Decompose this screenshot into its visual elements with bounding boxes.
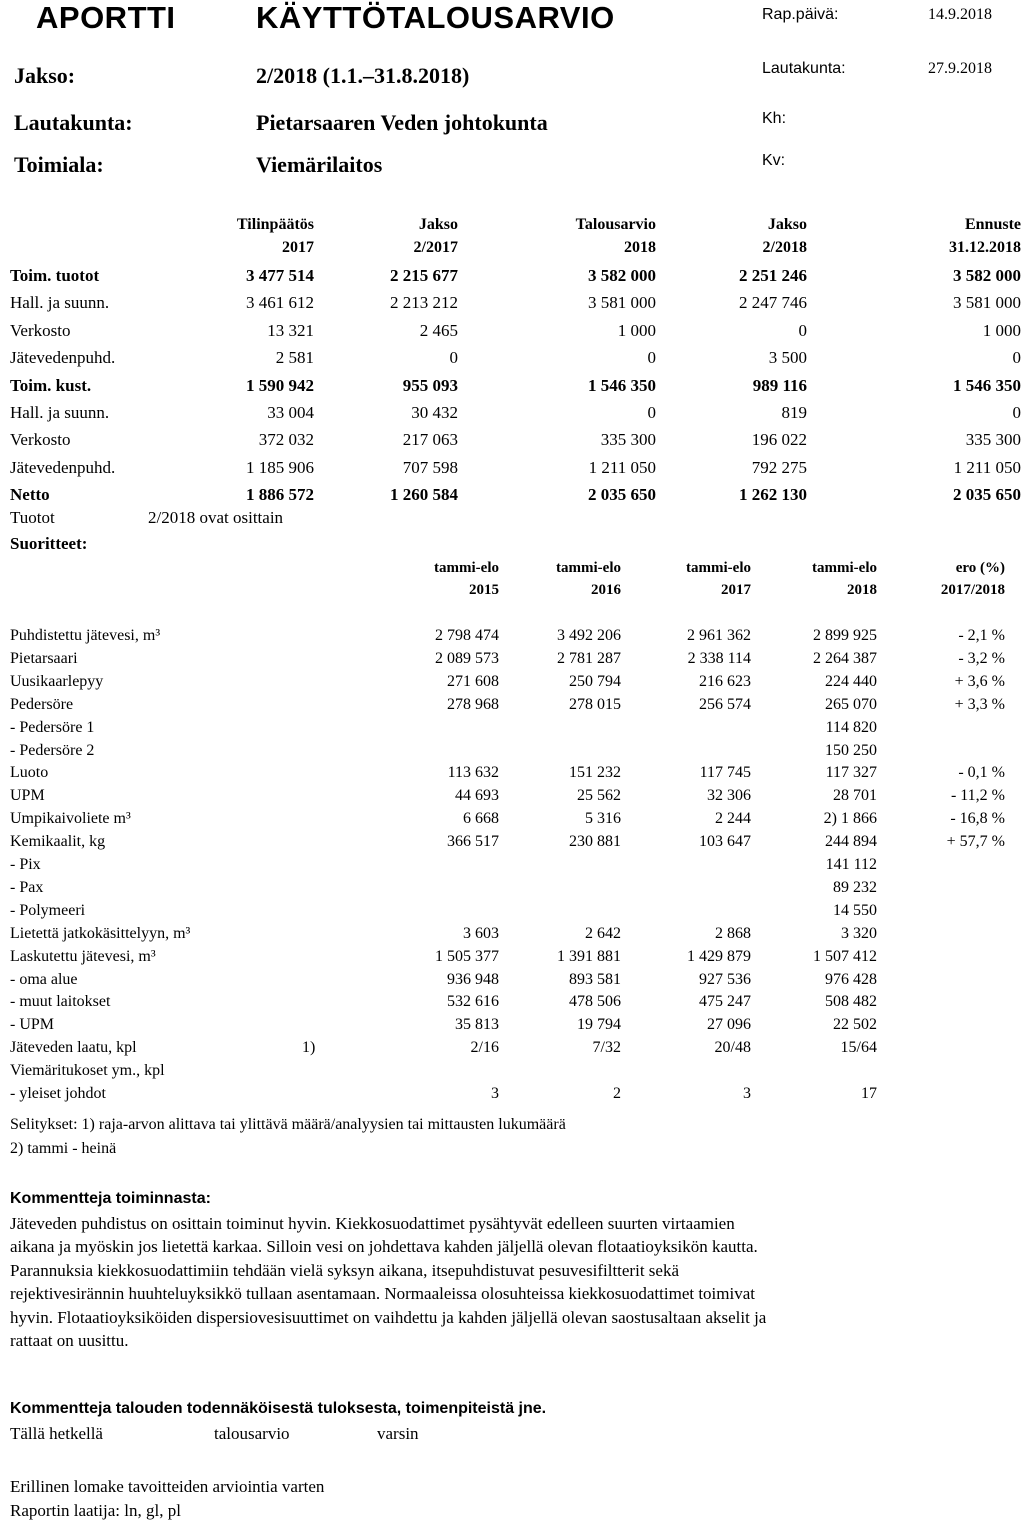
performance-cell: + 57,7 % (946, 833, 1005, 851)
comment-line: aikana ja myöskin jos lietettä karkaa. Silloin vesi on johdettava kahden jäljellä olevan flotaatioyksikön kautta. (10, 1237, 758, 1257)
performance-cell: 230 881 (569, 833, 621, 851)
performance-cell: 117 745 (699, 764, 751, 782)
jakso-value: 2/2018 (1.1.–31.8.2018) (256, 63, 470, 88)
footer-line-1: Erillinen lomake tavoitteiden arviointia varten (10, 1477, 325, 1496)
performance-row-label: Pedersöre (10, 695, 74, 713)
finance-cell: 0 (798, 320, 807, 340)
performance-cell: 19 794 (577, 1016, 621, 1034)
performance-cell: 22 502 (833, 1016, 877, 1034)
forecast-word-2: talousarvio (214, 1424, 290, 1443)
comment-line: hyvin. Flotaatioyksiköiden dispersiovesisuuttimet on vaihdettu ja kahden jäljellä olevan saostusaltaan akselit ja (10, 1307, 767, 1327)
finance-cell: 13 321 (267, 320, 314, 340)
finance-cell: 3 581 000 (588, 293, 656, 313)
finance-cell: 0 (1012, 403, 1021, 422)
performance-cell: - 0,1 % (958, 764, 1005, 782)
performance-cell: 6 668 (463, 810, 499, 828)
finance-cell: 989 116 (752, 375, 807, 395)
performance-cell: 114 820 (825, 718, 877, 736)
performance-cell: 151 232 (569, 764, 621, 782)
performance-row-label: Luoto (10, 764, 49, 782)
performance-cell: 271 608 (447, 672, 499, 690)
finance-cell: 3 582 000 (953, 266, 1021, 285)
finance-cell: 2 581 (275, 348, 314, 368)
performance-row-label: - Pix (10, 856, 41, 873)
performance-row-label: Jäteveden laatu, kpl (10, 1039, 137, 1057)
performance-row-label: Puhdistettu jätevesi, m³ (10, 627, 161, 644)
selitykset-line-1: Selitykset: 1) raja-arvon alittava tai ylittävä määrä/analyysien tai mittausten lukumäärä (10, 1116, 566, 1133)
finance-cell: 196 022 (751, 430, 807, 450)
performance-row-label: Uusikaarlepyy (10, 672, 104, 690)
performance-cell: 2 642 (585, 924, 621, 942)
performance-row-label: - Pedersöre 1 (10, 718, 95, 736)
kh-label: Kh: (762, 110, 787, 127)
performance-cell: 3 492 206 (557, 627, 621, 644)
finance-cell: 2 035 650 (588, 485, 656, 505)
finance-col-header-top: Jakso (767, 216, 807, 233)
finance-col-header-bottom: 2017 (282, 239, 314, 256)
performance-col-header-top: tammi-elo (434, 560, 499, 576)
finance-cell: 217 063 (402, 430, 458, 450)
performance-cell: 2 961 362 (687, 627, 751, 644)
performance-row-label: - UPM (10, 1016, 55, 1034)
finance-col-header-top: Jakso (418, 216, 458, 233)
finance-col-header-bottom: 2/2018 (762, 239, 807, 256)
performance-col-header-bottom: 2017/2018 (940, 582, 1005, 598)
performance-cell: 27 096 (707, 1016, 751, 1034)
finance-cell: 2 035 650 (953, 485, 1021, 505)
performance-cell: 141 112 (825, 856, 877, 873)
performance-col-header-bottom: 2016 (591, 582, 621, 598)
performance-cell: 3 320 (841, 924, 877, 942)
performance-col-header-top: ero (%) (955, 560, 1005, 576)
performance-cell: 976 428 (825, 970, 877, 988)
performance-cell: 2 244 (715, 810, 751, 828)
performance-cell: 103 647 (699, 833, 751, 851)
performance-cell: + 3,6 % (954, 672, 1005, 690)
performance-cell: 2 089 573 (435, 649, 499, 667)
lautakunta-label: Lautakunta: (14, 110, 133, 135)
finance-cell: 1 590 942 (246, 375, 314, 395)
finance-cell: 707 598 (402, 457, 458, 477)
performance-row-label: Lietettä jatkokäsittelyyn, m³ (10, 924, 191, 942)
performance-cell: 1 429 879 (687, 947, 751, 965)
performance-col-header-bottom: 2015 (469, 582, 499, 598)
performance-cell: 15/64 (840, 1039, 877, 1057)
performance-cell: 5 316 (585, 810, 621, 828)
finance-cell: 372 032 (258, 430, 314, 450)
performance-cell: - 3,2 % (958, 649, 1005, 667)
performance-cell: 113 632 (447, 764, 499, 782)
performance-cell: 25 562 (577, 787, 621, 805)
performance-cell: 3 (743, 1085, 751, 1102)
finance-cell: 3 500 (768, 348, 807, 368)
performance-cell: 2/16 (470, 1039, 499, 1057)
finance-row-label: Toim. tuotot (10, 266, 100, 285)
selitykset-line-2: 2) tammi - heinä (10, 1140, 117, 1157)
performance-cell: 150 250 (825, 741, 877, 759)
finance-col-header-top: Talousarvio (575, 216, 656, 233)
finance-cell: 3 477 514 (246, 266, 314, 285)
footer-line-2: Raportin laatija: ln, gl, pl (10, 1501, 181, 1520)
performance-cell: 14 550 (833, 901, 877, 919)
performance-row-label: Pietarsaari (10, 649, 78, 667)
tuotot-label: Tuotot (10, 508, 55, 527)
org-name: APORTTI (36, 0, 176, 35)
finance-cell: 335 300 (965, 430, 1021, 450)
performance-cell: 1 507 412 (813, 947, 877, 965)
finance-col-header-top: Tilinpäätös (236, 216, 314, 233)
performance-cell: 35 813 (455, 1016, 499, 1034)
performance-cell: 3 603 (463, 924, 499, 942)
performance-cell: 216 623 (699, 672, 751, 690)
finance-cell: 955 093 (402, 375, 458, 395)
lautakunta-date-value: 27.9.2018 (928, 60, 992, 77)
performance-cell: 2 781 287 (557, 649, 621, 667)
finance-col-header-bottom: 2018 (624, 239, 656, 256)
performance-cell: 2 868 (715, 924, 751, 942)
performance-cell: 532 616 (447, 993, 499, 1011)
performance-row-label: Laskutettu jätevesi, m³ (10, 947, 156, 965)
performance-cell: 478 506 (569, 993, 621, 1011)
forecast-heading: Kommentteja talouden todennäköisestä tuloksesta, toimenpiteistä jne. (10, 1400, 547, 1417)
performance-row-label: - Polymeeri (10, 901, 86, 919)
performance-cell: + 3,3 % (954, 695, 1005, 713)
finance-cell: 1 260 584 (390, 485, 458, 505)
performance-cell: 475 247 (699, 993, 751, 1011)
performance-row-label: - oma alue (10, 970, 78, 988)
performance-cell: 278 015 (569, 695, 621, 713)
performance-row-label: UPM (10, 787, 45, 805)
finance-cell: 3 581 000 (953, 293, 1021, 313)
lautakunta-value: Pietarsaaren Veden johtokunta (256, 110, 548, 135)
performance-cell: 117 327 (825, 764, 877, 782)
finance-cell: 0 (1012, 348, 1021, 368)
finance-cell: 2 215 677 (390, 266, 458, 285)
performance-cell: 3 (491, 1085, 499, 1102)
performance-row-label: - muut laitokset (10, 993, 111, 1011)
report-title: KÄYTTÖTALOUSARVIO (256, 0, 615, 35)
finance-cell: 1 185 906 (246, 457, 314, 477)
comment-line: rejektivesirännin huuhteluyksikkö tullaan asentamaan. Normaaleissa olosuhteissa kiekkosuodattimet toimivat (10, 1284, 755, 1304)
performance-row-note: 1) (302, 1039, 316, 1057)
toimiala-value: Viemärilaitos (256, 152, 383, 177)
finance-cell: 1 000 (617, 320, 656, 340)
suoritteet-heading: Suoritteet: (10, 534, 88, 553)
performance-row-label: - Pedersöre 2 (10, 741, 95, 759)
performance-cell: 89 232 (833, 878, 877, 896)
tuotot-note: 2/2018 ovat osittain (148, 508, 284, 527)
finance-cell: 33 004 (267, 403, 314, 422)
finance-row-label: Jätevedenpuhd. (10, 457, 116, 477)
performance-row-label: - Pax (10, 878, 44, 896)
finance-cell: 1 211 050 (953, 457, 1021, 477)
performance-cell: 2 338 114 (687, 649, 751, 667)
finance-row-label: Hall. ja suunn. (10, 293, 110, 313)
finance-cell: 819 (781, 403, 807, 422)
performance-cell: 927 536 (699, 970, 751, 988)
comments-heading: Kommentteja toiminnasta: (10, 1190, 211, 1207)
finance-col-header-bottom: 2/2017 (413, 239, 458, 256)
performance-cell: 7/32 (592, 1039, 621, 1057)
comment-line: rattaat on uusittu. (10, 1331, 129, 1350)
kv-label: Kv: (762, 152, 786, 169)
performance-cell: - 16,8 % (950, 810, 1005, 828)
finance-row-label: Hall. ja suunn. (10, 403, 110, 422)
performance-cell: 2 899 925 (813, 627, 877, 644)
performance-cell: 936 948 (447, 970, 499, 988)
performance-cell: 250 794 (569, 672, 621, 690)
performance-cell: 17 (861, 1085, 877, 1102)
performance-cell: 244 894 (825, 833, 877, 851)
performance-cell: 256 574 (699, 695, 751, 713)
performance-col-header-bottom: 2018 (847, 582, 877, 598)
finance-cell: 1 546 350 (953, 375, 1021, 395)
performance-cell: 20/48 (714, 1039, 751, 1057)
finance-cell: 1 886 572 (246, 485, 314, 505)
performance-col-header-top: tammi-elo (556, 560, 621, 576)
rap-date-label: Rap.päivä: (762, 6, 839, 23)
performance-row-label: - yleiset johdot (10, 1085, 106, 1102)
performance-cell: - 2,1 % (958, 627, 1005, 644)
comment-line: Jäteveden puhdistus on osittain toiminut hyvin. Kiekkosuodattimet pysähtyvät edelleen suurten virtaamien (10, 1214, 735, 1233)
finance-col-header-bottom: 31.12.2018 (949, 239, 1021, 256)
finance-cell: 0 (647, 348, 656, 368)
finance-cell: 1 211 050 (588, 457, 656, 477)
finance-cell: 0 (449, 348, 458, 368)
performance-col-header-bottom: 2017 (721, 582, 751, 598)
performance-cell: 28 701 (833, 787, 877, 805)
performance-row-label: Umpikaivoliete m³ (10, 810, 131, 828)
forecast-word-3: varsin (377, 1424, 419, 1443)
performance-cell: 1 391 881 (557, 947, 621, 965)
performance-cell: 366 517 (447, 833, 499, 851)
performance-cell: 265 070 (825, 695, 877, 713)
finance-cell: 1 000 (982, 320, 1021, 340)
performance-cell: 2 798 474 (435, 627, 499, 644)
finance-cell: 792 275 (751, 457, 807, 477)
performance-cell: 508 482 (825, 993, 877, 1011)
finance-cell: 1 262 130 (739, 485, 807, 505)
finance-row-label: Netto (10, 485, 50, 505)
finance-cell: 30 432 (411, 403, 458, 422)
finance-col-header-top: Ennuste (964, 216, 1021, 233)
comment-line: Parannuksia kiekkosuodattimiin tehdään vielä syksyn aikana, itsepuhdistuvat pesuvesifiltterit sekä (10, 1260, 679, 1280)
finance-row-label: Verkosto (10, 320, 71, 340)
finance-cell: 3 461 612 (246, 293, 314, 313)
finance-cell: 2 247 746 (739, 293, 807, 313)
finance-cell: 3 582 000 (588, 266, 656, 285)
finance-cell: 335 300 (600, 430, 656, 450)
performance-cell: 224 440 (825, 672, 877, 690)
performance-cell: 32 306 (707, 787, 751, 805)
performance-cell: 1 505 377 (435, 947, 499, 965)
finance-cell: 1 546 350 (588, 375, 656, 395)
finance-cell: 0 (647, 403, 656, 422)
toimiala-label: Toimiala: (14, 152, 104, 177)
finance-row-label: Jätevedenpuhd. (10, 348, 116, 368)
finance-row-label: Toim. kust. (10, 375, 92, 395)
performance-cell: 2 264 387 (813, 649, 877, 667)
jakso-label: Jakso: (14, 63, 76, 88)
rap-date-value: 14.9.2018 (928, 6, 992, 23)
lautakunta-date-label: Lautakunta: (762, 60, 846, 77)
forecast-word-1: Tällä hetkellä (10, 1424, 103, 1443)
performance-cell: 2) 1 866 (823, 810, 877, 828)
performance-cell: 44 693 (455, 787, 499, 805)
performance-cell: 2 (613, 1085, 621, 1102)
finance-cell: 2 213 212 (390, 293, 458, 313)
performance-row-label: Kemikaalit, kg (10, 833, 106, 851)
finance-row-label: Verkosto (10, 430, 71, 450)
performance-cell: 278 968 (447, 695, 499, 713)
finance-cell: 2 465 (419, 320, 458, 340)
performance-cell: 893 581 (569, 970, 621, 988)
performance-row-label: Viemäritukoset ym., kpl (10, 1062, 165, 1080)
performance-col-header-top: tammi-elo (686, 560, 751, 576)
performance-col-header-top: tammi-elo (812, 560, 877, 576)
finance-cell: 2 251 246 (739, 266, 807, 285)
performance-cell: - 11,2 % (950, 787, 1005, 805)
